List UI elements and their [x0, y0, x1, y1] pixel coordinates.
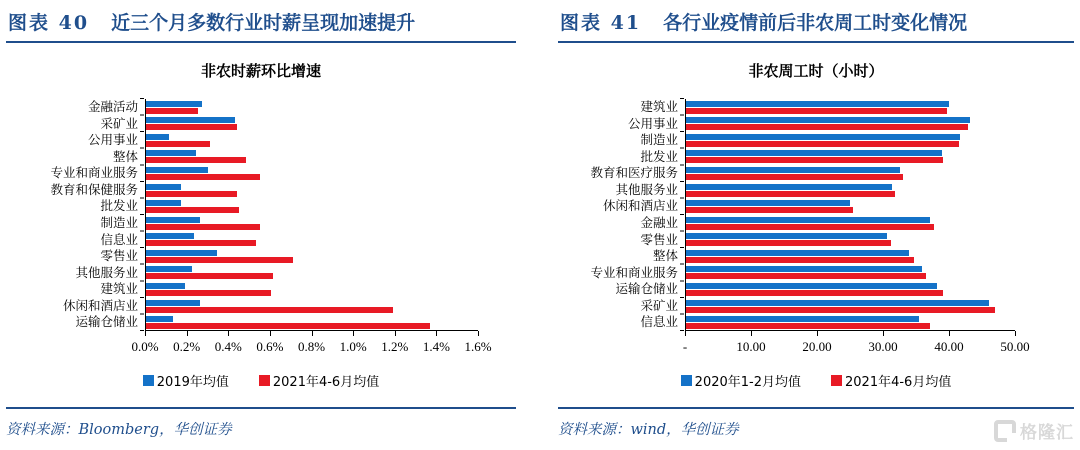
legend-label: 2020年1-2月均值	[694, 375, 801, 390]
bar-segment	[146, 207, 239, 213]
category-label: 休闲和酒店业	[602, 198, 678, 214]
bar-group	[686, 265, 1015, 282]
x-tick-mark	[883, 331, 884, 336]
category-label: 整体	[652, 248, 678, 264]
bar-segment	[146, 141, 210, 147]
x-axis-labels	[682, 339, 1030, 355]
bar-group	[146, 182, 478, 199]
bar-segment	[146, 124, 237, 130]
x-tick-mark	[395, 331, 396, 336]
figure-label: 图表 40	[8, 12, 90, 34]
bar-segment	[686, 150, 942, 156]
bar-segment	[146, 117, 235, 123]
bar-segment	[686, 217, 930, 223]
x-tick-mark	[685, 331, 686, 336]
chart-title: 非农时薪环比增速	[200, 62, 321, 80]
bar-segment	[146, 290, 271, 296]
bar-segment	[686, 283, 937, 289]
category-label: 公用事业	[87, 132, 138, 148]
bar-segment	[686, 307, 995, 313]
category-axis	[6, 99, 145, 355]
x-tick-label: 30.00	[868, 339, 898, 354]
bar-segment	[686, 240, 891, 246]
bar-group	[686, 298, 1015, 315]
bar-group	[686, 215, 1015, 232]
category-axis	[558, 99, 688, 355]
bar-segment	[686, 266, 922, 272]
legend-item	[259, 371, 379, 390]
bar-group	[686, 232, 1015, 249]
bar-group	[686, 116, 1015, 133]
source-note: 资料来源：wind，华创证券	[558, 407, 1074, 439]
bar-group	[686, 165, 1015, 182]
bar-segment	[686, 134, 960, 140]
bar-segment	[146, 167, 208, 173]
category-label: 信息业	[640, 314, 678, 330]
bar-segment	[146, 266, 192, 272]
category-label: 整体	[112, 148, 138, 164]
bar-group	[686, 281, 1015, 298]
bar-group	[686, 198, 1015, 215]
x-tick-label: 0.0%	[131, 339, 159, 354]
category-label: 批发业	[640, 148, 678, 164]
x-axis-labels	[131, 339, 492, 355]
bar-segment	[146, 150, 196, 156]
x-tick-label: 0.4%	[214, 339, 242, 354]
bar-group	[146, 99, 478, 116]
gelonghui-watermark	[994, 418, 1074, 443]
x-tick-mark	[436, 331, 437, 336]
figure-title: 各行业疫情前后非农周工时变化情况	[663, 12, 968, 34]
legend-item	[143, 371, 229, 390]
category-label: 零售业	[640, 231, 678, 247]
bar-segment	[146, 217, 200, 223]
category-label: 公用事业	[627, 115, 678, 131]
x-tick-mark	[312, 331, 313, 336]
legend-label: 2021年4-6月均值	[272, 375, 380, 390]
x-tick-mark	[949, 331, 950, 336]
gelonghui-logo-text: 格隆汇	[1020, 423, 1074, 443]
x-tick-label: 20.00	[802, 339, 832, 354]
category-label: 金融活动	[87, 99, 138, 114]
bar-segment	[686, 200, 850, 206]
x-tick-label: 1.4%	[422, 339, 450, 354]
bar-group	[146, 149, 478, 166]
category-label: 休闲和酒店业	[62, 297, 138, 313]
bar-group	[146, 165, 478, 182]
category-label: 其他服务业	[615, 181, 678, 197]
bar-segment	[686, 101, 949, 107]
bar-segment	[146, 200, 181, 206]
bar-segment	[146, 283, 185, 289]
bar-segment	[686, 300, 989, 306]
figure-41-header	[558, 6, 1074, 43]
legend-item	[681, 371, 801, 390]
y-axis-ticks	[140, 98, 144, 332]
category-label: 采矿业	[640, 297, 678, 313]
bar-segment	[686, 250, 909, 256]
x-tick-label: 40.00	[934, 339, 964, 354]
source-note: 资料来源：Bloomberg，华创证券	[6, 407, 516, 439]
category-label: 零售业	[100, 248, 138, 264]
bar-segment	[146, 240, 256, 246]
x-tick-mark	[270, 331, 271, 336]
bar-group	[146, 215, 478, 232]
category-label: 制造业	[640, 132, 678, 148]
x-tick-mark	[228, 331, 229, 336]
bar-segment	[146, 323, 430, 329]
legend-swatch	[831, 375, 842, 386]
bar-segment	[686, 233, 887, 239]
legend-label: 2019年均值	[156, 375, 229, 390]
x-tick-label: 50.00	[1000, 339, 1030, 354]
bar-segment	[146, 250, 217, 256]
bar-group	[146, 198, 478, 215]
bar-group	[686, 248, 1015, 265]
category-label: 信息业	[100, 231, 138, 247]
bar-segment	[146, 174, 260, 180]
bar-segment	[146, 134, 169, 140]
plot-area	[131, 99, 492, 355]
bar-group	[686, 99, 1015, 116]
bar-group	[146, 116, 478, 133]
category-label: 采矿业	[100, 115, 138, 131]
bars-container	[685, 99, 1015, 331]
figure-title: 近三个月多数行业时薪呈现加速提升	[111, 12, 416, 34]
bar-group	[686, 314, 1015, 331]
bar-segment	[146, 316, 173, 322]
x-tick-mark	[1015, 331, 1016, 336]
category-label: 建筑业	[640, 99, 678, 114]
gelonghui-logo-icon	[994, 420, 1016, 442]
x-tick-label: 0.8%	[297, 339, 326, 354]
chart-legend	[558, 371, 1074, 390]
x-tick-mark	[751, 331, 752, 336]
bar-segment	[686, 290, 943, 296]
bar-group	[146, 265, 478, 282]
legend-label: 2021年4-6月均值	[845, 375, 952, 390]
bar-segment	[146, 184, 181, 190]
bar-segment	[146, 108, 198, 114]
chart-legend	[6, 371, 516, 390]
x-tick-label: 1.6%	[464, 339, 492, 354]
bar-group	[686, 149, 1015, 166]
category-label: 制造业	[100, 214, 138, 230]
bar-segment	[686, 167, 900, 173]
x-tick-mark	[145, 331, 146, 336]
category-label: 教育和保健服务	[50, 181, 138, 197]
x-tick-label: 0.2%	[173, 339, 201, 354]
x-axis-ticks	[145, 331, 478, 336]
bar-segment	[686, 108, 947, 114]
category-label: 教育和医疗服务	[590, 165, 678, 181]
category-label: 批发业	[100, 198, 138, 214]
figure-label: 图表 41	[560, 12, 642, 34]
bar-segment	[146, 233, 194, 239]
x-tick-label: 1.0%	[339, 339, 367, 354]
x-tick-mark	[187, 331, 188, 336]
bar-group	[686, 132, 1015, 149]
plot-area	[682, 99, 1030, 355]
bar-segment	[686, 273, 926, 279]
figure-41-panel	[540, 0, 1080, 450]
category-label: 运输仓储业	[615, 281, 678, 297]
bar-group	[146, 281, 478, 298]
bar-segment	[146, 307, 393, 313]
bar-group	[146, 248, 478, 265]
bar-segment	[146, 101, 202, 107]
chart-title: 非农周工时（小时）	[748, 62, 884, 80]
category-label: 其他服务业	[75, 264, 138, 280]
legend-item	[831, 371, 951, 390]
bar-segment	[686, 174, 903, 180]
bar-segment	[686, 117, 970, 123]
bar-segment	[146, 257, 293, 263]
category-label: 运输仓储业	[75, 314, 138, 330]
bar-group	[146, 314, 478, 331]
legend-swatch	[259, 375, 270, 386]
bar-group	[146, 132, 478, 149]
bars-container	[145, 99, 478, 331]
bar-segment	[686, 224, 934, 230]
bar-segment	[686, 124, 968, 130]
chart-area	[558, 99, 1074, 355]
x-tick-label: 10.00	[736, 339, 766, 354]
legend-swatch	[681, 375, 692, 386]
bar-segment	[146, 157, 246, 163]
category-label: 金融业	[640, 214, 678, 230]
category-label: 专业和商业服务	[50, 165, 138, 181]
legend-swatch	[143, 375, 154, 386]
bar-segment	[686, 323, 930, 329]
bar-segment	[146, 300, 200, 306]
bar-segment	[146, 273, 273, 279]
x-tick-label: 0.6%	[256, 339, 284, 354]
bar-segment	[686, 316, 919, 322]
bar-segment	[686, 184, 892, 190]
category-label: 建筑业	[100, 281, 138, 297]
x-tick-label: -	[682, 339, 688, 354]
x-tick-mark	[353, 331, 354, 336]
bar-group	[686, 182, 1015, 199]
y-axis-ticks	[680, 98, 684, 332]
bar-segment	[686, 191, 895, 197]
bar-segment	[686, 141, 959, 147]
chart-area	[6, 99, 516, 355]
bar-group	[146, 232, 478, 249]
x-tick-mark	[478, 331, 479, 336]
bar-segment	[686, 207, 853, 213]
bar-segment	[146, 191, 237, 197]
bar-segment	[686, 157, 943, 163]
figure-40-header	[6, 6, 516, 43]
x-tick-label: 1.2%	[381, 339, 409, 354]
bar-segment	[686, 257, 914, 263]
x-axis-ticks	[685, 331, 1015, 336]
bar-segment	[146, 224, 260, 230]
x-tick-mark	[817, 331, 818, 336]
bar-group	[146, 298, 478, 315]
category-label: 专业和商业服务	[590, 264, 678, 280]
